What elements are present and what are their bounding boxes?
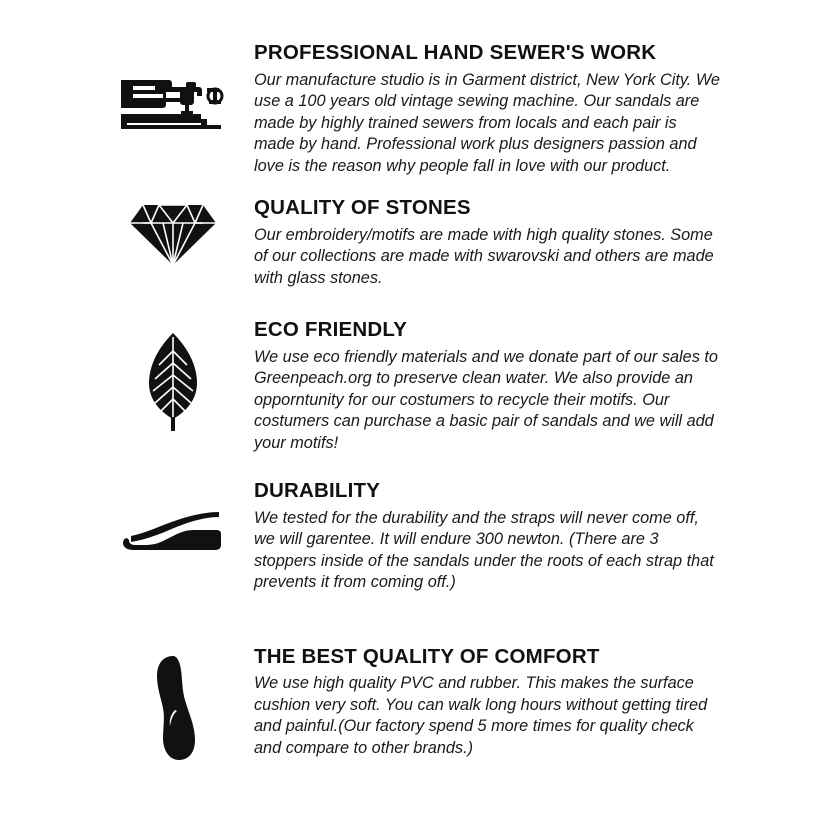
feature-text-column — [250, 42, 720, 177]
sewing-machine-icon — [121, 74, 225, 132]
feature-title: DURABILITY — [254, 479, 381, 503]
feature-text-column — [250, 197, 720, 289]
feature-icon-column — [95, 42, 250, 132]
feature-text-column — [250, 646, 720, 760]
feature-icon-column — [95, 319, 250, 431]
feature-text-column — [250, 319, 720, 454]
feature-title: ECO FRIENDLY — [254, 318, 408, 342]
footprint-icon — [149, 654, 197, 762]
feature-icon-column — [95, 646, 250, 762]
feature-body: Our embroidery/motifs are made with high quality stones. Some of our collections are made with swarovski and others are made with glass stones. — [254, 225, 714, 287]
feature-block — [95, 646, 720, 762]
feature-title: QUALITY OF STONES — [254, 196, 471, 220]
feature-body: We use high quality PVC and rubber. This makes the surface cushion very soft. You can walk long hours without getting tired and painful.(Our factory spend 5 more times for quality check and compare to other brands.) — [254, 674, 708, 757]
feature-body: Our manufacture studio is in Garment district, New York City. We use a 100 years old vintage sewing machine. Our sandals are made by highly trained sewers from locals and each pair is made by hand. Professional work plus designers passion and love is the reason why people fall in love with our product. — [254, 70, 720, 175]
feature-block — [95, 319, 720, 454]
feature-title: PROFESSIONAL HAND SEWER'S WORK — [254, 41, 657, 64]
sandal-icon — [123, 510, 223, 552]
feature-block — [95, 197, 720, 289]
feature-icon-column — [95, 480, 250, 552]
leaf-icon — [143, 331, 203, 431]
feature-title: THE BEST QUALITY OF COMFORT — [254, 644, 600, 668]
feature-block — [95, 42, 720, 177]
feature-text-column — [250, 480, 720, 594]
feature-icon-column — [95, 197, 250, 267]
feature-body: We tested for the durability and the straps will never come off, we will garentee. It will endure 300 newton. (There are 3 stoppers inside of the sandals under the roots of each strap that prevents it from coming off.) — [254, 508, 714, 592]
feature-block — [95, 480, 720, 594]
diamond-icon — [129, 203, 217, 267]
feature-body: We use eco friendly materials and we donate part of our sales to Greenpeach.org to preserve clean water. We also provide an opporntunity for our costumers to recycle their motifs. Our costumers can purchase a basic pair of sandals and we will add your motifs! — [254, 347, 718, 452]
